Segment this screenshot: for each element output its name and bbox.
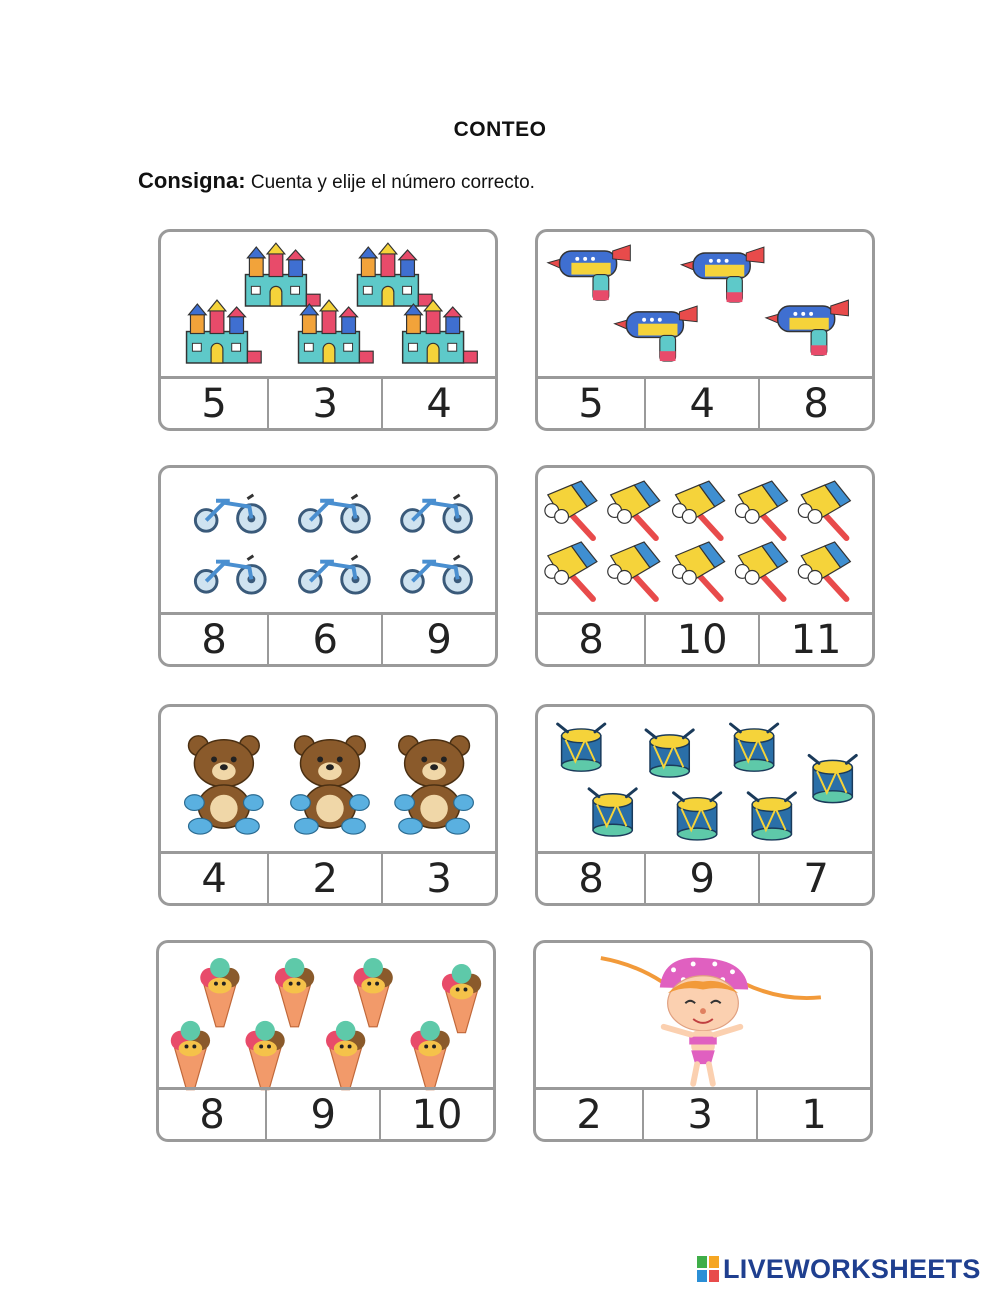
girl-picture <box>536 943 870 1091</box>
answer-option[interactable]: 11 <box>758 615 872 664</box>
toy-gun-2 <box>681 247 764 302</box>
answer-option[interactable]: 10 <box>379 1090 493 1139</box>
answer-options <box>159 1087 493 1139</box>
drums-picture <box>538 707 872 855</box>
ice-cream-5 <box>171 1021 210 1090</box>
count-card-girl <box>533 940 873 1142</box>
castle-4 <box>299 300 374 363</box>
drum-1 <box>558 724 605 771</box>
ice-cream-3 <box>354 958 393 1027</box>
toy-hammer-7 <box>608 542 660 599</box>
count-card-castles <box>158 229 498 431</box>
castle-5 <box>403 300 478 363</box>
answer-option[interactable]: 1 <box>756 1090 870 1139</box>
answer-option[interactable]: 10 <box>644 615 758 664</box>
toy-hammer-8 <box>673 542 725 599</box>
answer-option[interactable]: 8 <box>758 379 872 428</box>
tricycle-1 <box>195 495 265 532</box>
answer-options <box>161 612 495 664</box>
answer-option[interactable]: 9 <box>644 854 758 903</box>
drum-5 <box>589 789 636 836</box>
ice-cream-8 <box>410 1021 449 1090</box>
toy-gun-4 <box>766 300 849 355</box>
tricycle-3 <box>402 495 472 532</box>
instruction-text: Cuenta y elije el número correcto. <box>250 172 535 193</box>
toy-hammer-3 <box>673 481 725 538</box>
answer-option[interactable]: 2 <box>267 854 381 903</box>
teddy-bears-picture <box>161 707 495 855</box>
teddy-bear-1 <box>185 736 264 834</box>
ice-cream-6 <box>245 1021 284 1090</box>
count-card-drums <box>535 704 875 906</box>
answer-option[interactable]: 4 <box>644 379 758 428</box>
girl-swimsuit-top <box>689 1037 717 1045</box>
answer-option[interactable]: 4 <box>201 855 227 902</box>
answer-options <box>538 612 872 664</box>
teddy-bear-2 <box>291 736 370 834</box>
answer-option[interactable]: 5 <box>201 380 227 427</box>
drum-3 <box>731 724 778 771</box>
toy-hammer-10 <box>798 542 850 599</box>
toy-guns-picture <box>538 232 872 380</box>
toy-hammer-4 <box>735 481 787 538</box>
drum-7 <box>748 793 795 840</box>
count-card-toy-guns <box>535 229 875 431</box>
answer-option[interactable]: 6 <box>267 615 381 664</box>
drum-4 <box>809 755 856 802</box>
toy-hammer-9 <box>735 542 787 599</box>
answer-option[interactable]: 2 <box>576 1091 602 1138</box>
toy-hammer-5 <box>798 481 850 538</box>
toy-gun-1 <box>548 245 631 300</box>
answer-option[interactable]: 8 <box>199 1091 225 1138</box>
ice-cream-2 <box>275 958 314 1027</box>
answer-options <box>161 376 495 428</box>
instruction <box>138 168 535 194</box>
answer-option[interactable]: 9 <box>381 615 495 664</box>
girl-pigtail-left <box>601 958 662 982</box>
answer-option[interactable]: 4 <box>381 379 495 428</box>
castles-picture <box>161 232 495 380</box>
tricycle-5 <box>300 556 370 593</box>
count-card-ice-creams <box>156 940 496 1142</box>
answer-option[interactable]: 8 <box>201 616 227 663</box>
girl-swimsuit-bottom <box>691 1050 715 1064</box>
drum-6 <box>674 793 721 840</box>
teddy-bear-3 <box>395 736 474 834</box>
answer-option[interactable]: 5 <box>578 380 604 427</box>
toy-hammers-picture <box>538 468 872 616</box>
liveworksheets-logo <box>697 1253 981 1285</box>
tricycles-picture <box>161 468 495 616</box>
count-card-teddy-bears <box>158 704 498 906</box>
answer-option[interactable]: 8 <box>578 855 604 902</box>
answer-option[interactable]: 3 <box>642 1090 756 1139</box>
toy-hammer-1 <box>545 481 597 538</box>
toy-hammer-2 <box>608 481 660 538</box>
castle-3 <box>187 300 262 363</box>
girl-pigtail-right <box>744 984 821 998</box>
drum-2 <box>646 730 693 777</box>
ice-cream-7 <box>326 1021 365 1090</box>
answer-options <box>538 851 872 903</box>
page-title: CONTEO <box>453 118 547 141</box>
toy-gun-3 <box>615 306 698 361</box>
castle-2 <box>357 243 432 306</box>
ice-cream-4 <box>442 964 481 1033</box>
answer-option[interactable]: 7 <box>758 854 872 903</box>
instruction-label: Consigna: <box>138 168 246 193</box>
answer-options <box>538 376 872 428</box>
answer-options <box>536 1087 870 1139</box>
answer-option[interactable]: 3 <box>267 379 381 428</box>
answer-option[interactable]: 8 <box>578 616 604 663</box>
logo-text: LIVEWORKSHEETS <box>723 1253 981 1284</box>
answer-options <box>161 851 495 903</box>
count-card-toy-hammers <box>535 465 875 667</box>
tricycle-6 <box>402 556 472 593</box>
ice-creams-picture <box>159 943 493 1091</box>
answer-option[interactable]: 3 <box>381 854 495 903</box>
toy-hammer-6 <box>545 542 597 599</box>
tricycle-2 <box>300 495 370 532</box>
ice-cream-1 <box>200 958 239 1027</box>
logo-icon <box>697 1256 719 1282</box>
count-card-tricycles <box>158 465 498 667</box>
castle-1 <box>245 243 320 306</box>
answer-option[interactable]: 9 <box>265 1090 379 1139</box>
tricycle-4 <box>195 556 265 593</box>
